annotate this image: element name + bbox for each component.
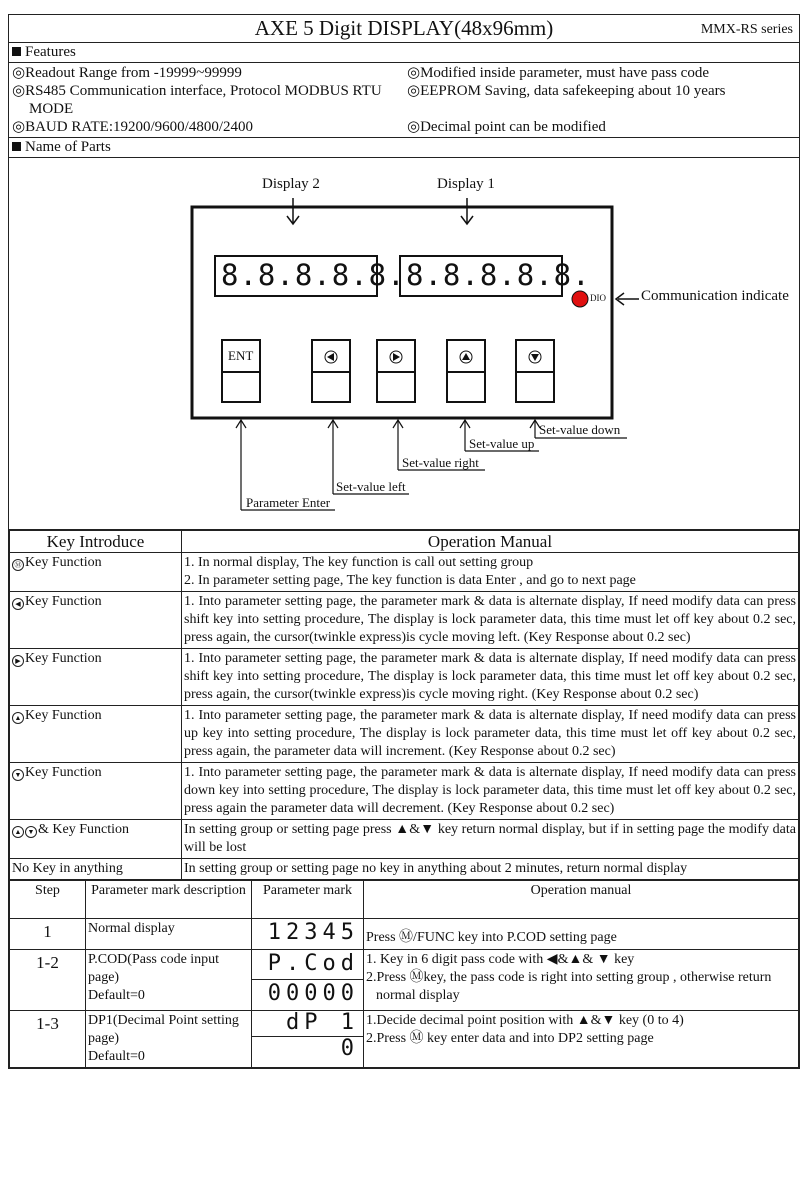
key-introduce-table: [9, 530, 799, 880]
key-desc: In setting group or setting page press ▲&▼ key return normal display, but if in setting page the modify data will be lost: [182, 820, 799, 859]
key-name: Key Function: [25, 765, 102, 780]
parts-heading: [9, 138, 799, 158]
key-desc-line: 2. In parameter setting page, The key function is data Enter , and go to next page: [184, 573, 636, 588]
step-number: 1: [10, 919, 86, 950]
key-desc-line: 1. In normal display, The key function is call out setting group: [184, 555, 534, 570]
key-row-no-key: [10, 859, 799, 880]
datasheet: [8, 14, 800, 1069]
key-row-down: [10, 763, 799, 820]
parameter-enter-label: Parameter Enter: [246, 495, 331, 510]
square-bullet-icon: [12, 47, 21, 56]
set-value-up-label: Set-value up: [469, 436, 535, 451]
step-op-line: 2.Press Ⓜ key enter data and into DP2 setting page: [366, 1031, 654, 1046]
display-2-label: Display 2: [262, 176, 320, 192]
step-row: [10, 950, 799, 1011]
features-heading-text: Features: [25, 44, 76, 60]
param-mark-display: P.Cod: [252, 950, 363, 980]
display-2-readout: 8.8.8.8.8.: [221, 258, 406, 292]
key-row-up: [10, 706, 799, 763]
key-name: Key Function: [25, 555, 102, 570]
down-key-icon: ▼: [25, 826, 37, 838]
step-op: Press Ⓜ/FUNC key into P.COD setting page: [364, 919, 799, 950]
key-name: Key Function: [25, 708, 102, 723]
down-key-icon: ▼: [12, 769, 24, 781]
op-manual-header: Operation manual: [364, 881, 799, 919]
step-op-line: 2.Press Ⓜkey, the pass code is right into setting group , otherwise return normal display: [366, 970, 772, 1003]
feature-item: ◎RS485 Communication interface, Protocol MODBUS RTU: [12, 83, 382, 99]
set-value-right-label: Set-value right: [402, 455, 479, 470]
title-bar: [9, 15, 799, 43]
step-row: [10, 919, 799, 950]
param-mark-header: Parameter mark: [252, 881, 364, 919]
key-row-up-down: [10, 820, 799, 859]
feature-item: ◎Modified inside parameter, must have pass code: [407, 65, 709, 81]
key-desc: In setting group or setting page no key in anything about 2 minutes, return normal display: [182, 859, 799, 880]
key-row-func: [10, 553, 799, 592]
param-mark-display: 12345: [267, 920, 359, 945]
param-value-display: 00000: [267, 981, 359, 1006]
key-desc: 1. Into parameter setting page, the parameter mark & data is alternate display, If need modify data can press shift key into setting procedure, The display is lock parameter data, this time must let off key about 0.2 sec, press again, the cursor(twinkle express)is cycle moving right. (Key Response about 0.2 sec): [182, 649, 799, 706]
right-key-icon: ▶: [12, 655, 24, 667]
parts-diagram: [9, 158, 799, 530]
ent-key-label: ENT: [228, 348, 254, 363]
step-op-line: 1.Decide decimal point position with ▲&▼ key (0 to 4): [366, 1013, 684, 1028]
step-desc: P.COD(Pass code input page) Default=0: [86, 950, 252, 1011]
series-label: MMX-RS series: [700, 22, 793, 37]
set-value-down-label: Set-value down: [539, 422, 621, 437]
display-1-label: Display 1: [437, 176, 495, 192]
key-name: No Key in anything: [10, 859, 182, 880]
key-row-right: [10, 649, 799, 706]
parts-heading-text: Name of Parts: [25, 139, 111, 155]
panel-drawing: [9, 158, 799, 530]
step-number: 1-3: [10, 1011, 86, 1068]
step-row: [10, 1011, 799, 1068]
key-desc: 1. Into parameter setting page, the parameter mark & data is alternate display, If need modify data can press down key into setting procedure, The display is lock parameter data, this time must let off key about 0.2 sec, press again the parameter data will decrement. (Key Response about 0.2 sec): [182, 763, 799, 820]
step-desc: DP1(Decimal Point setting page) Default=0: [86, 1011, 252, 1068]
features-heading: [9, 43, 799, 63]
step-header: Step: [10, 881, 86, 919]
func-key-icon: Ⓜ: [12, 559, 24, 571]
set-value-left-label: Set-value left: [336, 479, 406, 494]
key-desc: 1. Into parameter setting page, the parameter mark & data is alternate display, If need modify data can press up key into setting procedure, The display is lock parameter data, this time must let off key about 0.2 sec, press again, the parameter data will increment. (Key Response about 0.2 sec): [182, 706, 799, 763]
feature-item: ◎BAUD RATE:19200/9600/4800/2400: [12, 119, 254, 135]
page-title: AXE 5 Digit DISPLAY(48x96mm): [254, 16, 554, 40]
dio-led: [572, 291, 588, 307]
key-icons: [325, 351, 541, 363]
key-name: Key Function: [25, 651, 102, 666]
param-desc-header: Parameter mark description: [86, 881, 252, 919]
key-desc: 1. Into parameter setting page, the parameter mark & data is alternate display, If need modify data can press shift key into setting procedure, The display is lock parameter data, this time must let off key about 0.2 sec, press again, the cursor(twinkle express)is cycle moving left. (Key Response about 0.2 sec): [182, 592, 799, 649]
display-1-readout: 8.8.8.8.8.: [406, 258, 591, 292]
panel-frame: [192, 207, 612, 418]
feature-item: ◎EEPROM Saving, data safekeeping about 10 years: [407, 83, 726, 99]
parameter-steps-table: [9, 880, 799, 1068]
step-number: 1-2: [10, 950, 86, 1011]
step-desc: Normal display: [86, 919, 252, 950]
square-bullet-icon: [12, 142, 21, 151]
param-mark-display: dP 1: [252, 1011, 363, 1037]
dio-label: DIO: [590, 293, 606, 303]
left-key-icon: ◀: [12, 598, 24, 610]
key-buttons: [222, 340, 554, 402]
up-key-icon: ▲: [12, 826, 24, 838]
feature-item: ◎Readout Range from -19999~99999: [12, 65, 242, 81]
key-name: & Key Function: [38, 822, 129, 837]
param-value-display: 0: [340, 1036, 359, 1061]
communication-indicate-label: Communication indicate: [641, 288, 789, 304]
step-op-line: 1. Key in 6 digit pass code with ◀&▲& ▼ key: [366, 952, 635, 967]
feature-item: ◎Decimal point can be modified: [407, 119, 606, 135]
key-introduce-header: Key Introduce: [10, 531, 182, 553]
operation-manual-header: Operation Manual: [182, 531, 799, 553]
key-row-left: [10, 592, 799, 649]
up-key-icon: ▲: [12, 712, 24, 724]
feature-item: MODE: [29, 101, 74, 117]
key-name: Key Function: [25, 594, 102, 609]
features-list: [9, 63, 799, 138]
